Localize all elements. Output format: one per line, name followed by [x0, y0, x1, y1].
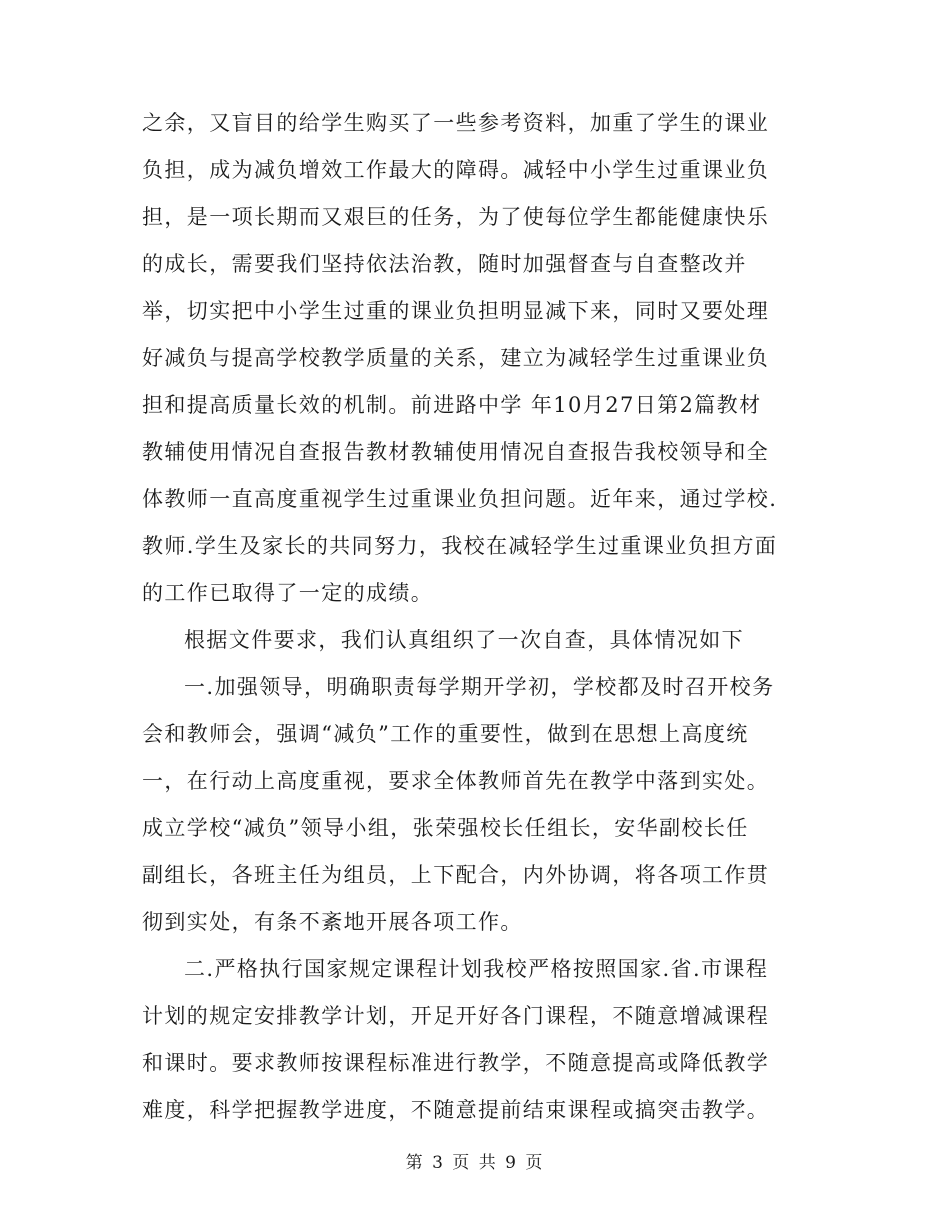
text-line: 的成长，需要我们坚持依法治教，随时加强督查与自查整改并	[142, 252, 747, 276]
text-line: 难度，科学把握教学进度，不随意提前结束课程或搞突击教学。	[142, 1098, 770, 1122]
text-line: 担，是一项长期而又艰巨的任务，为了使每位学生都能健康快乐	[142, 205, 770, 229]
text-line: 一，在行动上高度重视，要求全体教师首先在教学中落到实处。	[142, 769, 770, 793]
text-line: 成立学校“减负”领导小组，张荣强校长任组长，安华副校长任	[142, 816, 749, 840]
text-line: 负担，成为减负增效工作最大的障碍。减轻中小学生过重课业负	[142, 158, 770, 182]
text-line: 教辅使用情况自查报告教材教辅使用情况自查报告我校领导和全	[142, 440, 770, 464]
text-line: 好减负与提高学校教学质量的关系，建立为减轻学生过重课业负	[142, 346, 770, 370]
text-line: 体教师一直高度重视学生过重课业负担问题。近年来，通过学校.	[142, 487, 778, 511]
text-line: 彻到实处，有条不紊地开展各项工作。	[142, 910, 523, 934]
paragraph-first-line: 根据文件要求，我们认真组织了一次自查，具体情况如下	[184, 628, 744, 652]
text-line: 和课时。要求教师按课程标准进行教学，不随意提高或降低教学	[142, 1051, 770, 1075]
text-line: 之余，又盲目的给学生购买了一些参考资料，加重了学生的课业	[142, 111, 770, 135]
text-line: 会和教师会，强调“减负”工作的重要性，做到在思想上高度统	[142, 722, 749, 746]
paragraph-first-line: 一.加强领导，明确职责每学期开学初，学校都及时召开校务	[184, 675, 775, 699]
text-line: 计划的规定安排教学计划，开足开好各门课程，不随意增减课程	[142, 1004, 770, 1028]
text-line: 举，切实把中小学生过重的课业负担明显减下来，同时又要处理	[142, 299, 770, 323]
page-footer: 第 3 页 共 9 页	[405, 1153, 545, 1173]
text-line: 副组长，各班主任为组员，上下配合，内外协调，将各项工作贯	[142, 863, 770, 887]
text-line: 教师.学生及家长的共同努力，我校在减轻学生过重课业负担方面	[142, 534, 778, 558]
paragraph-first-line: 二.严格执行国家规定课程计划我校严格按照国家.省.市课程	[184, 957, 769, 981]
text-line: 担和提高质量长效的机制。前进路中学 年10月27日第2篇教材	[142, 393, 762, 417]
text-line: 的工作已取得了一定的成绩。	[142, 581, 434, 605]
document-body	[142, 100, 812, 1134]
